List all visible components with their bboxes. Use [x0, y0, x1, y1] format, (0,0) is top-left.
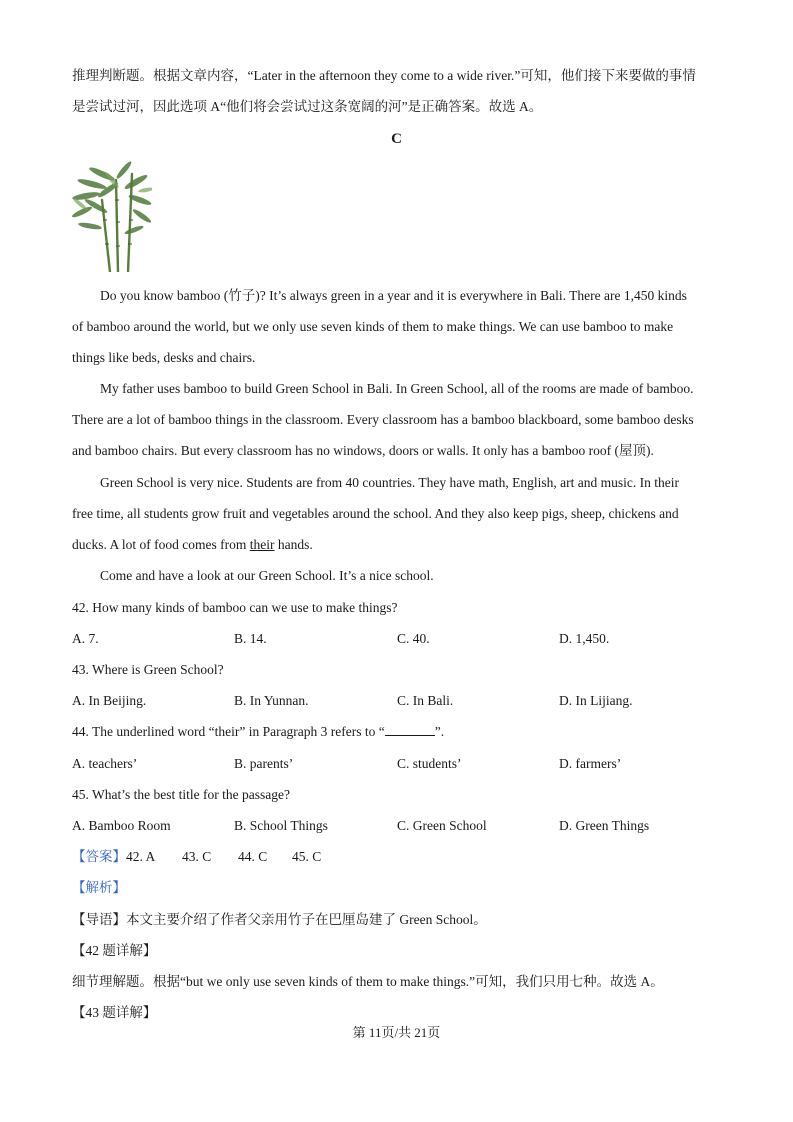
passage-p1-line-2: of bamboo around the world, but we only use seven kinds of them to make things. We can use bamboo to make [72, 319, 674, 334]
answer-44: 44. C [238, 849, 268, 864]
question-42-stem: 42. How many kinds of bamboo can we use to make things? [72, 600, 398, 615]
q42-detail-text: 细节理解题。根据“but we only use seven kinds of them to make things.”可知，我们只用七种。故选 A。 [72, 974, 664, 989]
q43-option-b: B. In Yunnan. [234, 693, 309, 708]
q44-option-d: D. farmers’ [559, 756, 622, 771]
passage-p3-line-2: free time, all students grow fruit and vegetables around the school. And they also keep pigs, sheep, chickens and [72, 506, 679, 521]
q45-option-a: A. Bamboo Room [72, 818, 171, 833]
passage-p1-line-3: things like beds, desks and chairs. [72, 350, 256, 365]
q42-option-c: C. 40. [397, 631, 430, 646]
q43-option-a: A. In Beijing. [72, 693, 147, 708]
q43-option-c: C. In Bali. [397, 693, 454, 708]
question-45-stem: 45. What’s the best title for the passage? [72, 787, 290, 802]
answer-45: 45. C [292, 849, 322, 864]
question-44-stem [72, 723, 444, 741]
passage-p3-line-3 [72, 536, 313, 554]
answer-blank [385, 723, 435, 736]
q42-option-a: A. 7. [72, 631, 99, 646]
answer-42: 42. A [126, 849, 156, 864]
passage-p2-line-3: and bamboo chairs. But every classroom has no windows, doors or walls. It only has a bamboo roof (屋顶). [72, 443, 654, 458]
q45-option-c: C. Green School [397, 818, 487, 833]
passage-p3-line-1: Green School is very nice. Students are from 40 countries. They have math, English, art and music. In their [100, 475, 679, 490]
answer-line [72, 848, 321, 866]
q44-option-a: A. teachers’ [72, 756, 138, 771]
p3-text-before: ducks. A lot of food comes from [72, 537, 250, 552]
passage-p2-line-2: There are a lot of bamboo things in the classroom. Every classroom has a bamboo blackboard, some bamboo desks [72, 412, 694, 427]
guide-text: 本文主要介绍了作者父亲用竹子在巴厘岛建了 Green School。 [126, 912, 487, 927]
answer-43: 43. C [182, 849, 212, 864]
underlined-word-their: their [249, 537, 275, 552]
q45-option-b: B. School Things [234, 818, 328, 833]
prev-explanation-line-2: 是尝试过河，因此选项 A“他们将会尝试过这条宽阔的河”是正确答案。故选 A。 [72, 99, 543, 114]
q43-option-d: D. In Lijiang. [559, 693, 633, 708]
q45-option-d: D. Green Things [559, 818, 650, 833]
guide-tag: 【导语】 [72, 912, 126, 927]
passage-p2-line-1: My father uses bamboo to build Green School in Bali. In Green School, all of the rooms are made of bamboo. [100, 381, 694, 396]
section-label: C [391, 131, 402, 147]
q44-stem-before: 44. The underlined word “their” in Paragraph 3 refers to “ [72, 724, 385, 739]
answer-tag: 【答案】 [72, 849, 126, 864]
page-footer: 第 11页/共 21页 [352, 1025, 441, 1040]
question-43-stem: 43. Where is Green School? [72, 662, 224, 677]
passage-p4: Come and have a look at our Green School. It’s a nice school. [100, 568, 434, 583]
q42-option-d: D. 1,450. [559, 631, 610, 646]
p3-text-after: hands. [274, 537, 313, 552]
guide-line [72, 911, 487, 929]
bamboo-illustration [72, 160, 152, 272]
q44-stem-after: ”. [434, 724, 445, 739]
q42-detail-heading: 【42 题详解】 [72, 943, 157, 958]
q44-option-c: C. students’ [397, 756, 462, 771]
q44-option-b: B. parents’ [234, 756, 294, 771]
analysis-tag: 【解析】 [72, 880, 126, 895]
passage-p1-line-1: Do you know bamboo (竹子)? It’s always green in a year and it is everywhere in Bali. There are 1,450 kinds [100, 288, 687, 303]
prev-explanation-line-1: 推理判断题。根据文章内容，“Later in the afternoon they come to a wide river.”可知，他们接下来要做的事情 [72, 68, 696, 83]
q42-option-b: B. 14. [234, 631, 267, 646]
q43-detail-heading: 【43 题详解】 [72, 1005, 157, 1020]
